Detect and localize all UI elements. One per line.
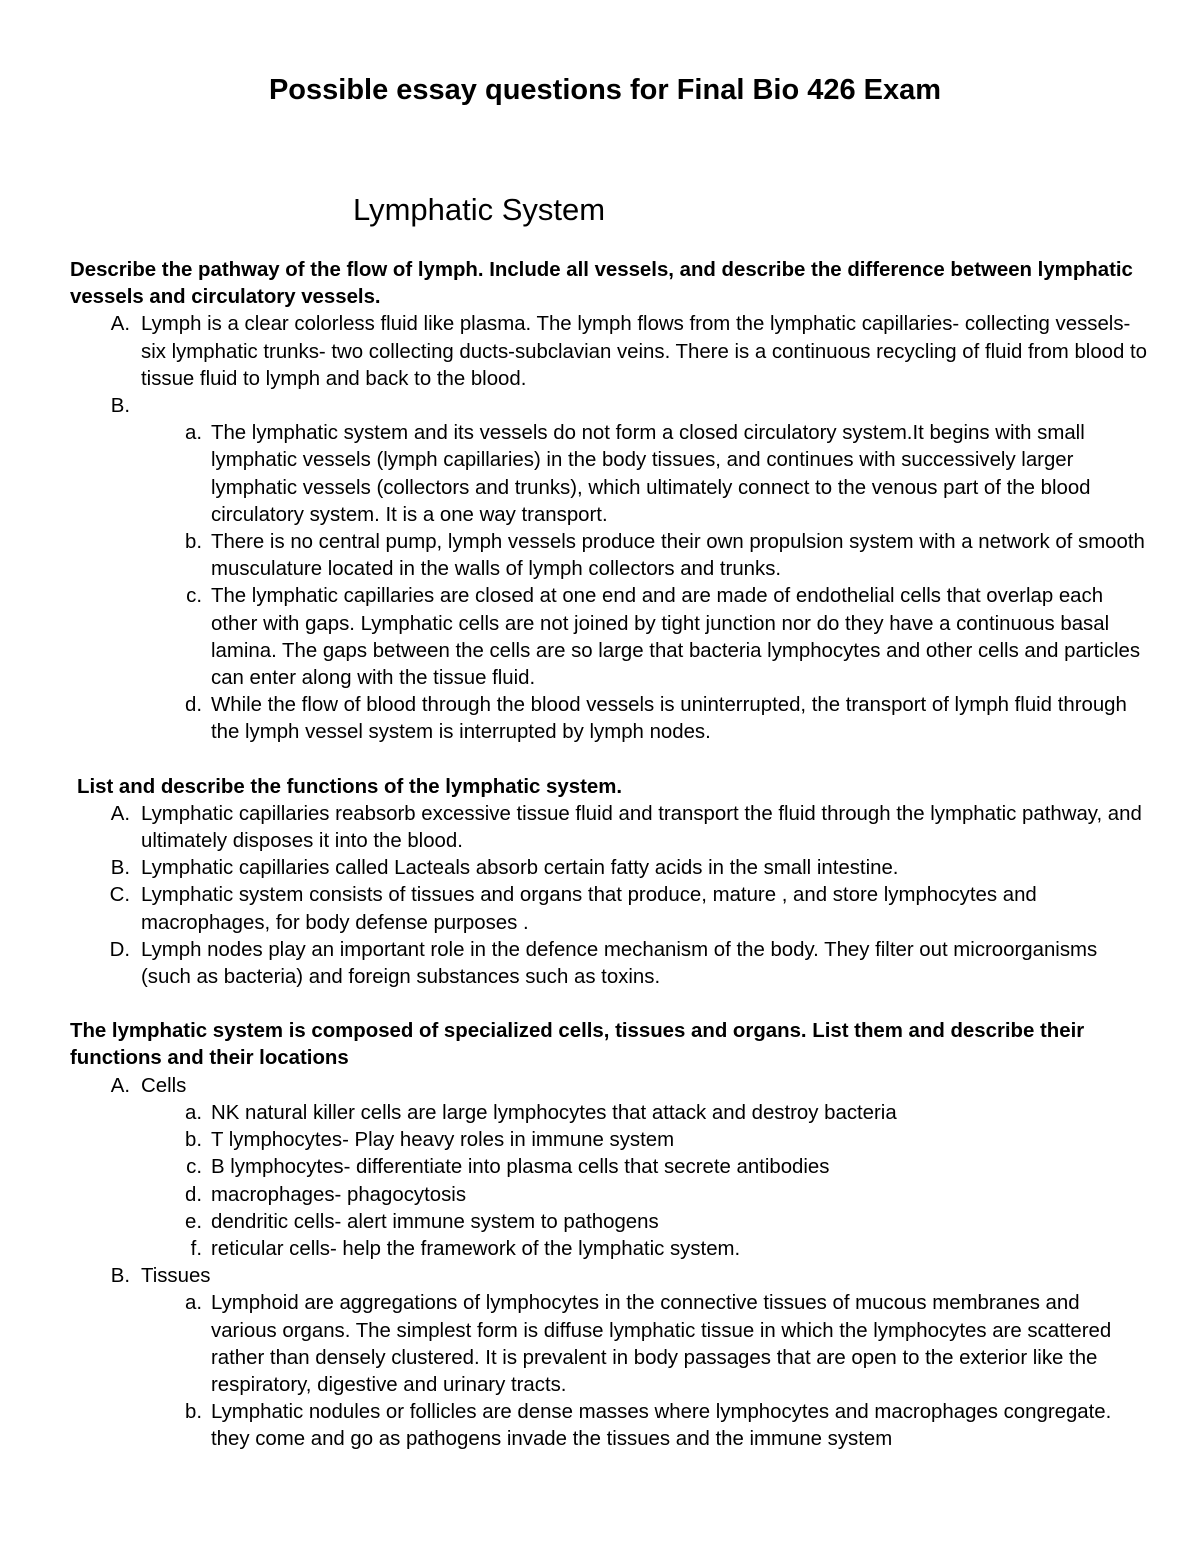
section-title: Lymphatic System (353, 192, 606, 227)
spacer (70, 991, 1150, 1018)
sublist-item (141, 1290, 1150, 1399)
sublist (141, 420, 1150, 746)
sublist-item (141, 1127, 1150, 1154)
list-marker: B. (110, 1265, 130, 1288)
sublist-item (141, 1236, 1150, 1263)
list-marker: a. (184, 1292, 202, 1315)
list-marker: b. (184, 531, 202, 554)
list-item (70, 937, 1150, 991)
sublist-item (141, 583, 1150, 692)
list-marker: a. (184, 1101, 202, 1124)
sublist-item (141, 1399, 1150, 1453)
list-marker: d. (184, 694, 202, 717)
sublist-item (141, 1209, 1150, 1236)
list-item-cells (70, 1073, 1150, 1263)
list-item-tissues (70, 1263, 1150, 1453)
list-marker: e. (184, 1210, 202, 1233)
sublist-item (141, 1154, 1150, 1181)
list-item-text: There is no central pump, lymph vessels produce their own propulsion system with a network of smooth musculature located in the walls of lymph collectors and trunks. (211, 531, 1145, 581)
list-item-text: Cells (141, 1074, 187, 1097)
list-marker: B. (110, 857, 130, 880)
list-item-text: The lymphatic capillaries are closed at one end and are made of endothelial cells that overlap each other with gaps. Lymphatic cells are not joined by tight junction nor do they have a continuous basal lamina. The gaps between the cells are so large that bacteria lymphocytes and other cells and particles can enter along with the tissue fluid. (211, 585, 1141, 690)
list-marker: f. (190, 1237, 202, 1260)
list-marker: A. (110, 313, 130, 336)
list-item-text: macrophages- phagocytosis (211, 1183, 467, 1206)
list-item (70, 393, 1150, 747)
document-title: Possible essay questions for Final Bio 426 Exam (268, 74, 942, 106)
list-item-text: dendritic cells- alert immune system to pathogens (211, 1210, 659, 1233)
sublist-item (141, 1100, 1150, 1127)
list-item-text: Lymph nodes play an important role in the defence mechanism of the body. They filter out microorganisms (such as bacteria) and foreign substances such as toxins. (141, 938, 1098, 989)
sublist-item (141, 420, 1150, 529)
question-1: Describe the pathway of the flow of lymph. Include all vessels, and describe the difference between lymphatic vessels and circulatory vessels. (70, 259, 1133, 309)
list-marker: C. (109, 884, 130, 907)
cells-sublist (141, 1100, 1150, 1263)
list-item (70, 801, 1150, 855)
list-marker: D. (109, 938, 130, 961)
list-item-text: Lymphatic nodules or follicles are dense masses where lymphocytes and macrophages congregate. they come and go as pathogens invade the tissues and the immune system (211, 1401, 1112, 1451)
question-2-answers (70, 801, 1150, 991)
list-item-text: While the flow of blood through the blood vessels is uninterrupted, the transport of lymph fluid through the lymph vessel system is interrupted by lymph nodes. (211, 694, 1127, 744)
tissues-sublist (141, 1290, 1150, 1453)
question-3-answers (70, 1073, 1150, 1454)
list-item-text: NK natural killer cells are large lymphocytes that attack and destroy bacteria (211, 1101, 897, 1124)
list-marker: c. (186, 585, 202, 608)
list-item-text: Lymphatic system consists of tissues and organs that produce, mature , and store lymphocytes and macrophages, for body defense purposes . (141, 884, 1037, 934)
document-body (70, 257, 1150, 1454)
list-item (70, 882, 1150, 936)
list-item-text: Tissues (141, 1265, 211, 1288)
spacer (70, 747, 1150, 774)
list-marker: a. (184, 422, 202, 445)
list-item-text: Lymphatic capillaries reabsorb excessive tissue fluid and transport the fluid through the lymphatic pathway, and ultimately disposes it into the blood. (141, 802, 1142, 853)
list-item (70, 311, 1150, 393)
list-item-text: reticular cells- help the framework of the lymphatic system. (211, 1237, 741, 1260)
list-item-text: The lymphatic system and its vessels do not form a closed circulatory system.It begins with small lymphatic vessels (lymph capillaries) in the body tissues, and continues with successively larger lymphatic vessels (collectors and trunks), which ultimately connect to the venous part of the blood circulatory system. It is a one way transport. (211, 422, 1091, 526)
list-item-text: Lymphatic capillaries called Lacteals absorb certain fatty acids in the small intestine. (141, 857, 899, 880)
list-item-text: Lymph is a clear colorless fluid like plasma. The lymph flows from the lymphatic capillaries- collecting vessels- six lymphatic trunks- two collecting ducts-subclavian veins. There is a continuous recycling of fluid from blood to tissue fluid to lymph and back to the blood. (141, 313, 1148, 390)
list-marker: A. (110, 802, 130, 825)
sublist-item (141, 692, 1150, 746)
list-marker: b. (184, 1401, 202, 1424)
question-3: The lymphatic system is composed of specialized cells, tissues and organs. List them and describe their functions and their locations (70, 1020, 1085, 1070)
question-2: List and describe the functions of the lymphatic system. (77, 775, 622, 798)
list-marker: c. (186, 1156, 202, 1179)
sublist-item (141, 529, 1150, 583)
question-1-answers (70, 311, 1150, 746)
list-item (70, 855, 1150, 882)
list-marker: A. (110, 1074, 130, 1097)
list-marker: b. (184, 1129, 202, 1152)
list-item-text: T lymphocytes- Play heavy roles in immune system (211, 1129, 675, 1152)
list-marker: d. (184, 1183, 202, 1206)
sublist-item (141, 1182, 1150, 1209)
list-item-text: Lymphoid are aggregations of lymphocytes in the connective tissues of mucous membranes and various organs. The simplest form is diffuse lymphatic tissue in which the lymphocytes are scattered rather than densely clustered. It is prevalent in body passages that are open to the exterior like the respiratory, digestive and urinary tracts. (211, 1292, 1112, 1396)
list-marker: B. (110, 395, 130, 418)
list-item-text: B lymphocytes- differentiate into plasma cells that secrete antibodies (211, 1156, 830, 1179)
